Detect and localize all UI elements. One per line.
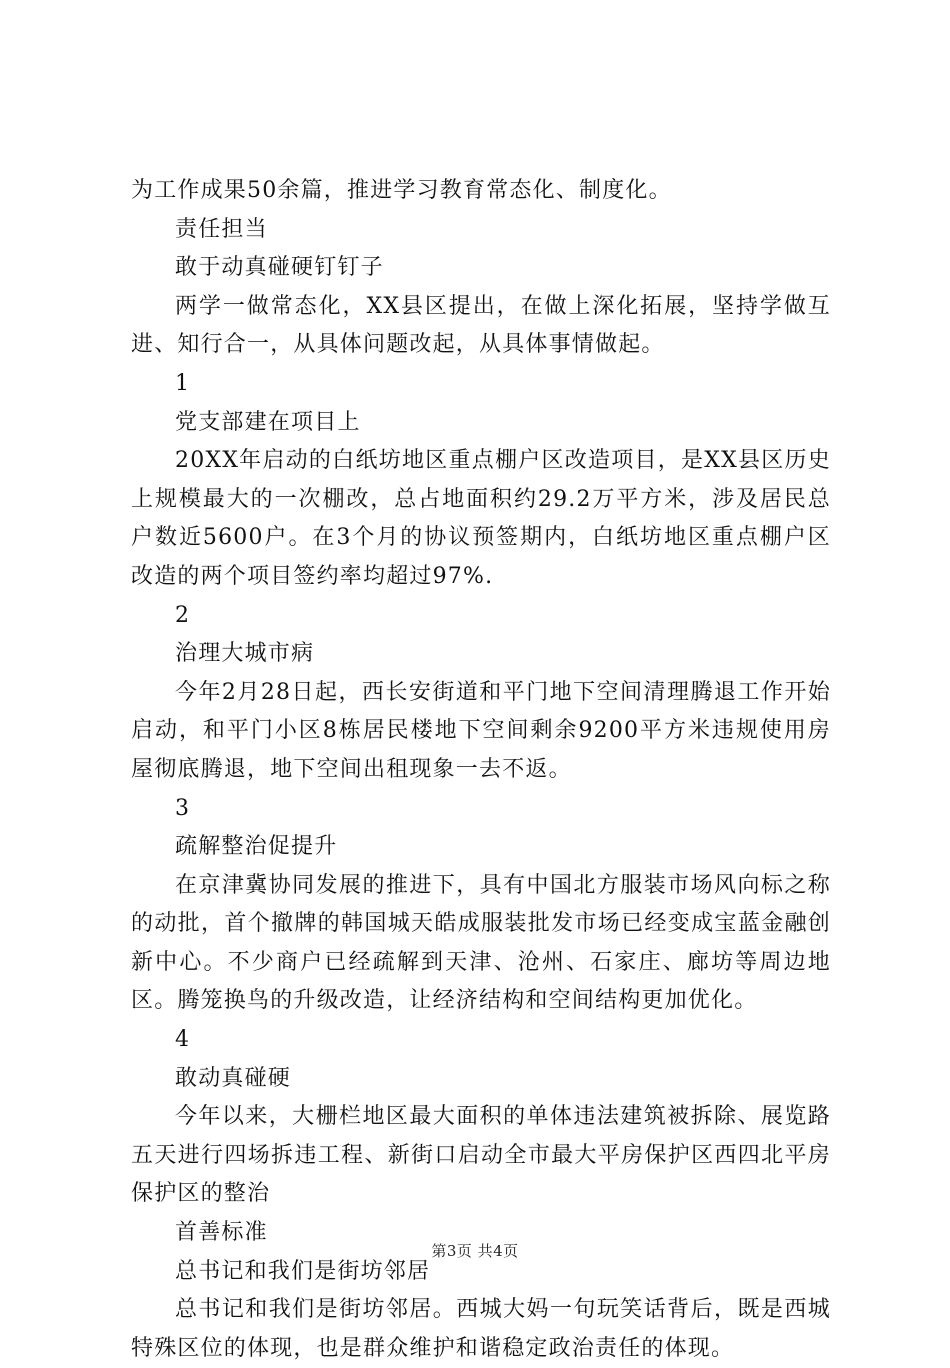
paragraph-two-learn: 两学一做常态化，XX县区提出，在做上深化拓展，坚持学做互进、知行合一，从具体问题改起，从具体事情做起。 [131, 293, 831, 358]
page-footer: 第3页 共4页 [431, 1242, 519, 1260]
item-number-1: 1 [175, 370, 191, 396]
paragraph-continuation: 为工作成果50余篇，推进学习教育常态化、制度化。 [131, 178, 672, 203]
item-number-3: 3 [175, 795, 191, 821]
item-number-2: 2 [175, 602, 191, 628]
item-title-4: 敢动真碰硬 [175, 1065, 292, 1091]
paragraph-capital-standard: 总书记和我们是街坊邻居。西城大妈一句玩笑话背后，既是西城特殊区位的体现，也是群众维护和谐稳定政治责任的体现。 [131, 1297, 831, 1361]
paragraph-item-1: 20XX年启动的白纸坊地区重点棚户区改造项目，是XX县区历史上规模最大的一次棚改，总占地面积约29.2万平方米，涉及居民总户数近5600户。在3个月的协议预签期内，白纸坊地区重点棚户区改造的两个项目签约率均超过97%. [131, 448, 831, 589]
item-title-3: 疏解整治促提升 [175, 834, 338, 860]
section-title-capital-standard: 首善标准 [175, 1220, 268, 1246]
document-body [131, 172, 831, 1368]
section-subtitle-responsibility: 敢于动真碰硬钉钉子 [175, 255, 384, 281]
paragraph-item-2: 今年2月28日起，西长安街道和平门地下空间清理腾退工作开始启动，和平门小区8栋居民楼地下空间剩余9200平方米违规使用房屋彻底腾退，地下空间出租现象一去不返。 [131, 679, 831, 782]
section-subtitle-capital-standard: 总书记和我们是街坊邻居 [175, 1258, 431, 1284]
item-title-1: 党支部建在项目上 [175, 409, 361, 435]
paragraph-item-4: 今年以来，大栅栏地区最大面积的单体违法建筑被拆除、展览路五天进行四场拆违工程、新街口启动全市最大平房保护区西四北平房保护区的整治 [131, 1104, 831, 1207]
item-number-4: 4 [175, 1027, 191, 1053]
section-title-responsibility: 责任担当 [175, 216, 268, 242]
paragraph-item-3: 在京津冀协同发展的推进下，具有中国北方服装市场风向标之称的动批，首个撤牌的韩国城天皓成服装批发市场已经变成宝蓝金融创新中心。不少商户已经疏解到天津、沧州、石家庄、廊坊等周边地区。腾笼换鸟的升级改造，让经济结构和空间结构更加优化。 [131, 872, 831, 1014]
item-title-2: 治理大城市病 [175, 641, 315, 667]
